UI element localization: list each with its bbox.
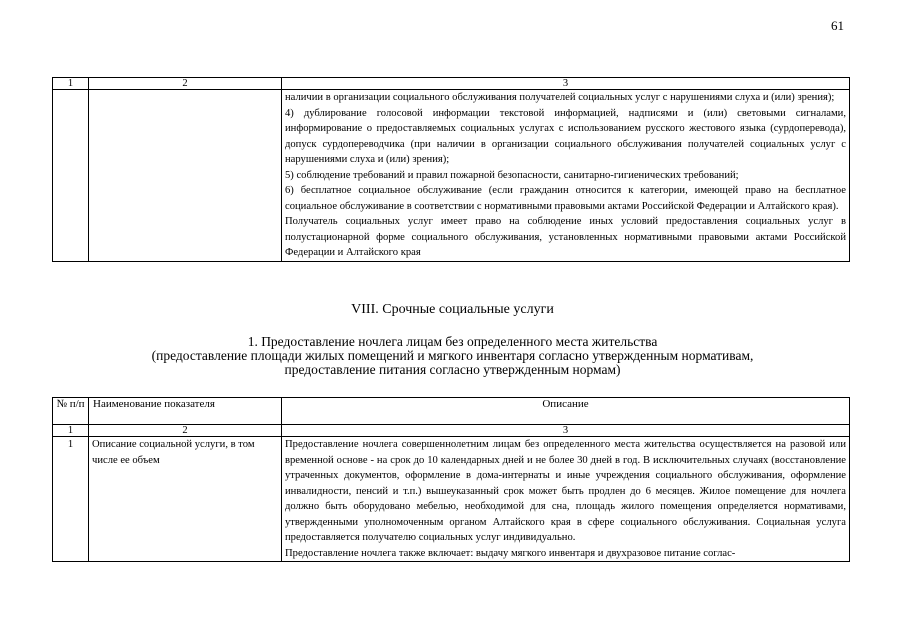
table-row bbox=[53, 437, 850, 562]
description-paragraph: Предоставление ночлега также включает: выдачу мягкого инвентаря и двухразовое питание соглас- bbox=[285, 547, 736, 559]
header-description: Описание bbox=[282, 398, 850, 425]
subsection-title bbox=[0, 335, 905, 377]
column-number-1: 1 bbox=[53, 425, 89, 437]
column-number-1: 1 bbox=[53, 78, 89, 90]
column-number-3: 3 bbox=[282, 425, 850, 437]
subsection-title-line: 1. Предоставление ночлега лицам без определенного места жительства bbox=[247, 334, 658, 349]
page-number: 61 bbox=[831, 18, 844, 33]
column-number-3: 3 bbox=[282, 78, 850, 90]
description-paragraph: 5) соблюдение требований и правил пожарной безопасности, санитарно-гигиенических требований; bbox=[285, 169, 739, 181]
row-description-cell bbox=[282, 90, 850, 262]
column-number-row bbox=[53, 78, 850, 90]
subsection-title-line: предоставление питания согласно утвержденным нормам) bbox=[284, 362, 621, 377]
subsection-title-line: (предоставление площади жилых помещений и мягкого инвентаря согласно утвержденным нормативам, bbox=[151, 348, 754, 363]
description-paragraph: Получатель социальных услуг имеет право на соблюдение иных условий предоставления социальных услуг в полустационарной форме социального обслуживания, установленных нормативными правовыми актами Российской Федерации и Алтайского края bbox=[285, 216, 846, 258]
description-paragraph: Предоставление ночлега совершеннолетним лицам без определенного места жительства осуществляется на разовой или временной основе - на срок до 10 календарных дней и не более 30 дней в год. В исключительных случаях (восстановление утраченных документов, оформление в дома-интернаты и иные учреждения социального обслуживания, оформление инвалидности, пенсий и т.п.) вышеуказанный срок может быть продлен до 6 месяцев. Жилое помещение для ночлега должно быть оборудовано мебелью, необходимой для сна, площадь жилого помещения определяется нормативами, утвержденными уполномоченным органом Алтайского края в сфере социального обслуживания. Социальная услуга предоставляется получателю социальных услуг индивидуально. bbox=[285, 439, 846, 543]
row-description-cell bbox=[282, 437, 850, 562]
column-number-2: 2 bbox=[89, 425, 282, 437]
header-name: Наименование показателя bbox=[89, 398, 282, 425]
continuation-table bbox=[52, 77, 850, 262]
header-number: № п/п bbox=[53, 398, 89, 425]
section-title: VIII. Срочные социальные услуги bbox=[351, 302, 554, 317]
description-paragraph: 4) дублирование голосовой информации текстовой информацией, надписями и (или) световыми сигналами, информирование о предоставляемых социальных услугах с использованием русского жестового языка (сурдоперевода), допуск сурдопереводчика (при наличии в организации социального обслуживания получателей социальных услуг с нарушениями слуха и (или) зрения); bbox=[285, 107, 846, 165]
description-paragraph: 6) бесплатное социальное обслуживание (если гражданин относится к категории, имеющей право на бесплатное социальное обслуживание в соответствии с нормативными правовыми актами Российской Федерации и Алтайского края). bbox=[285, 185, 846, 212]
row-name-cell bbox=[89, 90, 282, 262]
table-header-row bbox=[53, 398, 850, 425]
description-paragraph: наличии в организации социального обслуживания получателей социальных услуг с нарушениями слуха и (или) зрения); bbox=[285, 92, 835, 103]
table-row bbox=[53, 90, 850, 262]
row-number-cell bbox=[53, 90, 89, 262]
column-number-row bbox=[53, 425, 850, 437]
row-name-cell: Описание социальной услуги, в том числе ее объем bbox=[89, 437, 282, 562]
column-number-2: 2 bbox=[89, 78, 282, 90]
row-number-cell: 1 bbox=[53, 437, 89, 562]
service-table bbox=[52, 397, 850, 562]
